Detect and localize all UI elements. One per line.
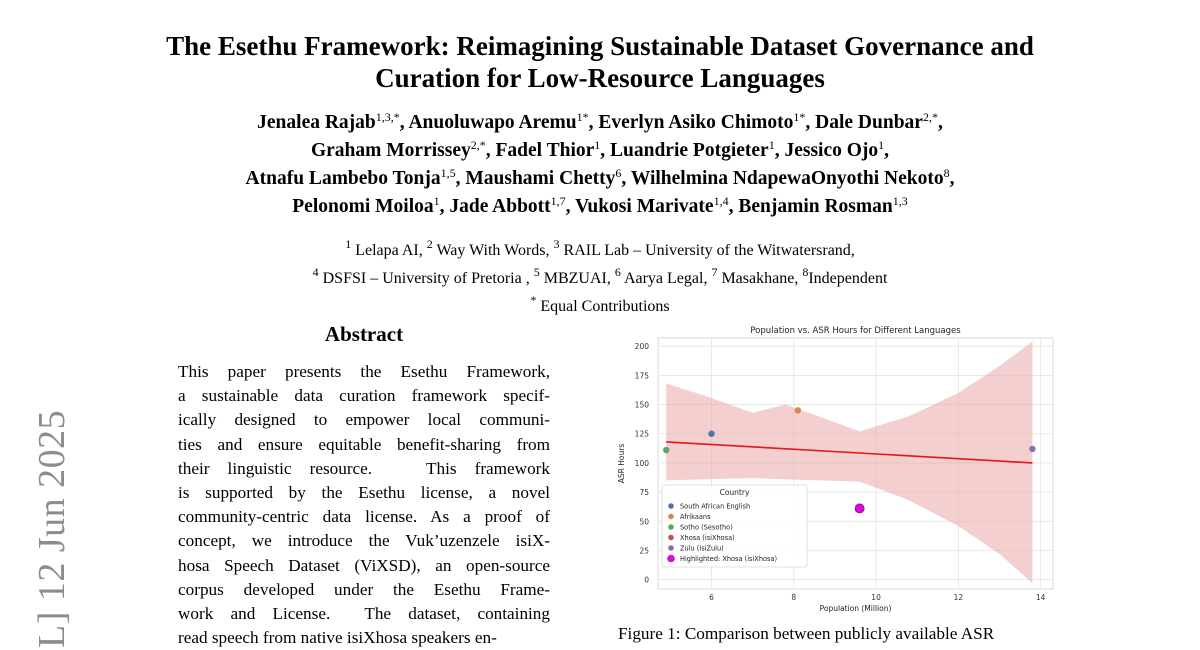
x-tick-label: 8 (791, 593, 797, 602)
author-separator: , (399, 112, 409, 133)
author-affil-mark: 1,4 (713, 194, 729, 208)
author-affil-mark: 2,* (470, 138, 486, 152)
affiliation-text: Equal Contributions (536, 298, 670, 315)
legend-marker (667, 555, 675, 563)
legend-marker (668, 524, 674, 530)
data-point (663, 447, 669, 453)
author-affil-mark: 1,3,* (375, 110, 400, 124)
highlighted-point (855, 504, 864, 513)
author-name: Maushami Chetty (465, 168, 616, 189)
affiliation-list (100, 237, 1100, 321)
scatter-chart (610, 322, 1070, 613)
abstract-heading: Abstract (324, 322, 404, 346)
affiliation-mark: 7 (711, 265, 718, 279)
affiliation-text: MBZUAI, (539, 270, 615, 287)
y-tick-label: 100 (634, 458, 649, 468)
y-tick-label: 75 (639, 488, 649, 498)
affiliation-text: RAIL Lab – University of the Witwatersrand, (559, 242, 855, 259)
affiliation-text: DSFSI – University of Pretoria , (318, 270, 534, 287)
affiliation-text: Way With Words, (432, 242, 554, 259)
author-separator: , (805, 112, 816, 133)
author-separator: , (565, 196, 576, 217)
author-separator: , (439, 196, 450, 217)
legend-label: Highlighted: Xhosa (isiXhosa) (680, 555, 778, 563)
affiliation-mark: 4 (312, 265, 319, 279)
abstract-line: corpus developed under the Esethu Frame- (178, 579, 550, 599)
y-tick-label: 25 (639, 546, 649, 556)
affiliation-mark: * (530, 293, 537, 307)
abstract-line: read speech from native isiXhosa speakers en- (178, 628, 497, 648)
legend (662, 485, 807, 567)
figure-1 (610, 322, 1070, 613)
affiliation-mark: 1 (345, 237, 352, 251)
affiliation-line (100, 237, 1100, 265)
abstract-line: community-centric data license. As a proof of (178, 507, 550, 527)
legend-label: Xhosa (isiXhosa) (680, 534, 735, 542)
abstract-body (178, 360, 550, 650)
author-name: Atnafu Lambebo Tonja (245, 168, 441, 189)
affiliation-mark: 3 (553, 237, 560, 251)
author-separator: , (774, 140, 785, 161)
author-separator: , (600, 140, 611, 161)
paper-title-line: Curation for Low-Resource Languages (375, 63, 825, 93)
affiliation-mark: 6 (614, 265, 621, 279)
author-name: Dale Dunbar (815, 112, 923, 133)
author-name: Benjamin Rosman (738, 196, 893, 217)
author-separator: , (588, 112, 599, 133)
author-separator: , (455, 168, 466, 189)
affiliation-text: Masakhane, (717, 270, 803, 287)
y-tick-label: 0 (644, 575, 649, 585)
data-point (708, 431, 714, 437)
author-line (100, 193, 1100, 221)
author-line (100, 109, 1100, 137)
affiliation-mark: 5 (533, 265, 540, 279)
affiliation-text: Aarya Legal, (620, 270, 712, 287)
affiliation-line (100, 265, 1100, 293)
affiliation-line (100, 293, 1100, 321)
author-affil-mark: 1* (576, 110, 589, 124)
legend-label: Sotho (Sesotho) (680, 523, 733, 532)
author-line (100, 165, 1100, 193)
abstract-line: a sustainable data curation framework specif- (178, 386, 550, 406)
legend-label: Afrikaans (680, 513, 711, 521)
paper-title (100, 30, 1100, 94)
abstract-line: ties and ensure equitable benefit-sharing from (178, 434, 550, 454)
author-affil-mark: 6 (615, 166, 622, 180)
author-affil-mark: 8 (943, 166, 950, 180)
y-tick-label: 125 (634, 429, 649, 439)
abstract-line: ically designed to empower local communi- (178, 410, 550, 430)
author-separator: , (937, 112, 943, 133)
x-tick-label: 10 (871, 593, 881, 602)
abstract-line: This paper presents the Esethu Framework, (178, 362, 550, 381)
author-affil-mark: 1,3 (892, 194, 908, 208)
author-affil-mark: 1,5 (440, 166, 456, 180)
chart-title: Population vs. ASR Hours for Different Languages (750, 326, 961, 336)
affiliation-text: Lelapa AI, (351, 242, 427, 259)
affiliation-mark: 8 (802, 265, 809, 279)
author-name: Pelonomi Moiloa (292, 196, 434, 217)
y-tick-label: 50 (639, 517, 649, 527)
figure-caption: Figure 1: Comparison between publicly available ASR (618, 624, 995, 643)
author-separator: , (884, 140, 890, 161)
author-name: Luandrie Potgieter (610, 140, 769, 161)
affiliation-mark: 2 (426, 237, 433, 251)
abstract-line: work and License. The dataset, containing (178, 604, 550, 624)
author-name: Everlyn Asiko Chimoto (598, 112, 794, 133)
abstract-line: concept, we introduce the Vuk’uzenzele isiX- (178, 531, 550, 551)
data-point (1029, 446, 1035, 452)
author-affil-mark: 2,* (922, 110, 938, 124)
x-tick-label: 14 (1035, 593, 1046, 602)
author-affil-mark: 1 (878, 138, 885, 152)
x-axis-label: Population (Million) (819, 604, 892, 613)
data-point (795, 407, 801, 413)
legend-marker (668, 514, 674, 520)
y-axis-label: ASR Hours (617, 443, 626, 484)
x-tick-label: 6 (709, 593, 714, 602)
author-list (100, 109, 1100, 221)
author-affil-mark: 1 (768, 138, 775, 152)
legend-label: Zulu (isiZulu) (680, 544, 724, 553)
abstract-line: is supported by the Esethu license, a novel (178, 483, 550, 503)
legend-marker (668, 535, 674, 541)
author-affil-mark: 1 (594, 138, 601, 152)
legend-label: South African English (680, 502, 751, 511)
author-name: Wilhelmina NdapewaOnyothi Nekoto (630, 168, 944, 189)
author-affil-mark: 1,7 (550, 194, 566, 208)
author-name: Vukosi Marivate (575, 196, 714, 217)
author-separator: , (728, 196, 739, 217)
affiliation-text: Independent (808, 270, 888, 287)
author-name: Anuoluwapo Aremu (408, 112, 577, 133)
author-affil-mark: 1 (433, 194, 440, 208)
y-tick-label: 175 (634, 371, 649, 381)
legend-marker (668, 503, 674, 509)
y-tick-label: 150 (634, 400, 649, 410)
x-tick-label: 12 (953, 593, 964, 602)
legend-marker (668, 545, 674, 551)
author-name: Jessico Ojo (784, 140, 879, 161)
author-affil-mark: 1* (793, 110, 806, 124)
legend-title: Country (719, 488, 750, 497)
abstract-line: hosa Speech Dataset (ViXSD), an open-source (178, 555, 550, 575)
paper-title-line: The Esethu Framework: Reimagining Sustainable Dataset Governance and (166, 31, 1034, 61)
author-line (100, 137, 1100, 165)
author-name: Jenalea Rajab (257, 112, 376, 133)
author-separator: , (621, 168, 631, 189)
author-separator: , (949, 168, 955, 189)
author-name: Fadel Thior (495, 140, 595, 161)
author-name: Graham Morrissey (310, 140, 471, 161)
y-tick-label: 200 (634, 342, 649, 352)
author-separator: , (485, 140, 496, 161)
abstract-line: their linguistic resource. This framework (178, 458, 550, 478)
author-name: Jade Abbott (449, 196, 551, 217)
arxiv-side-stamp: L] 12 Jun 2025 (31, 409, 73, 648)
